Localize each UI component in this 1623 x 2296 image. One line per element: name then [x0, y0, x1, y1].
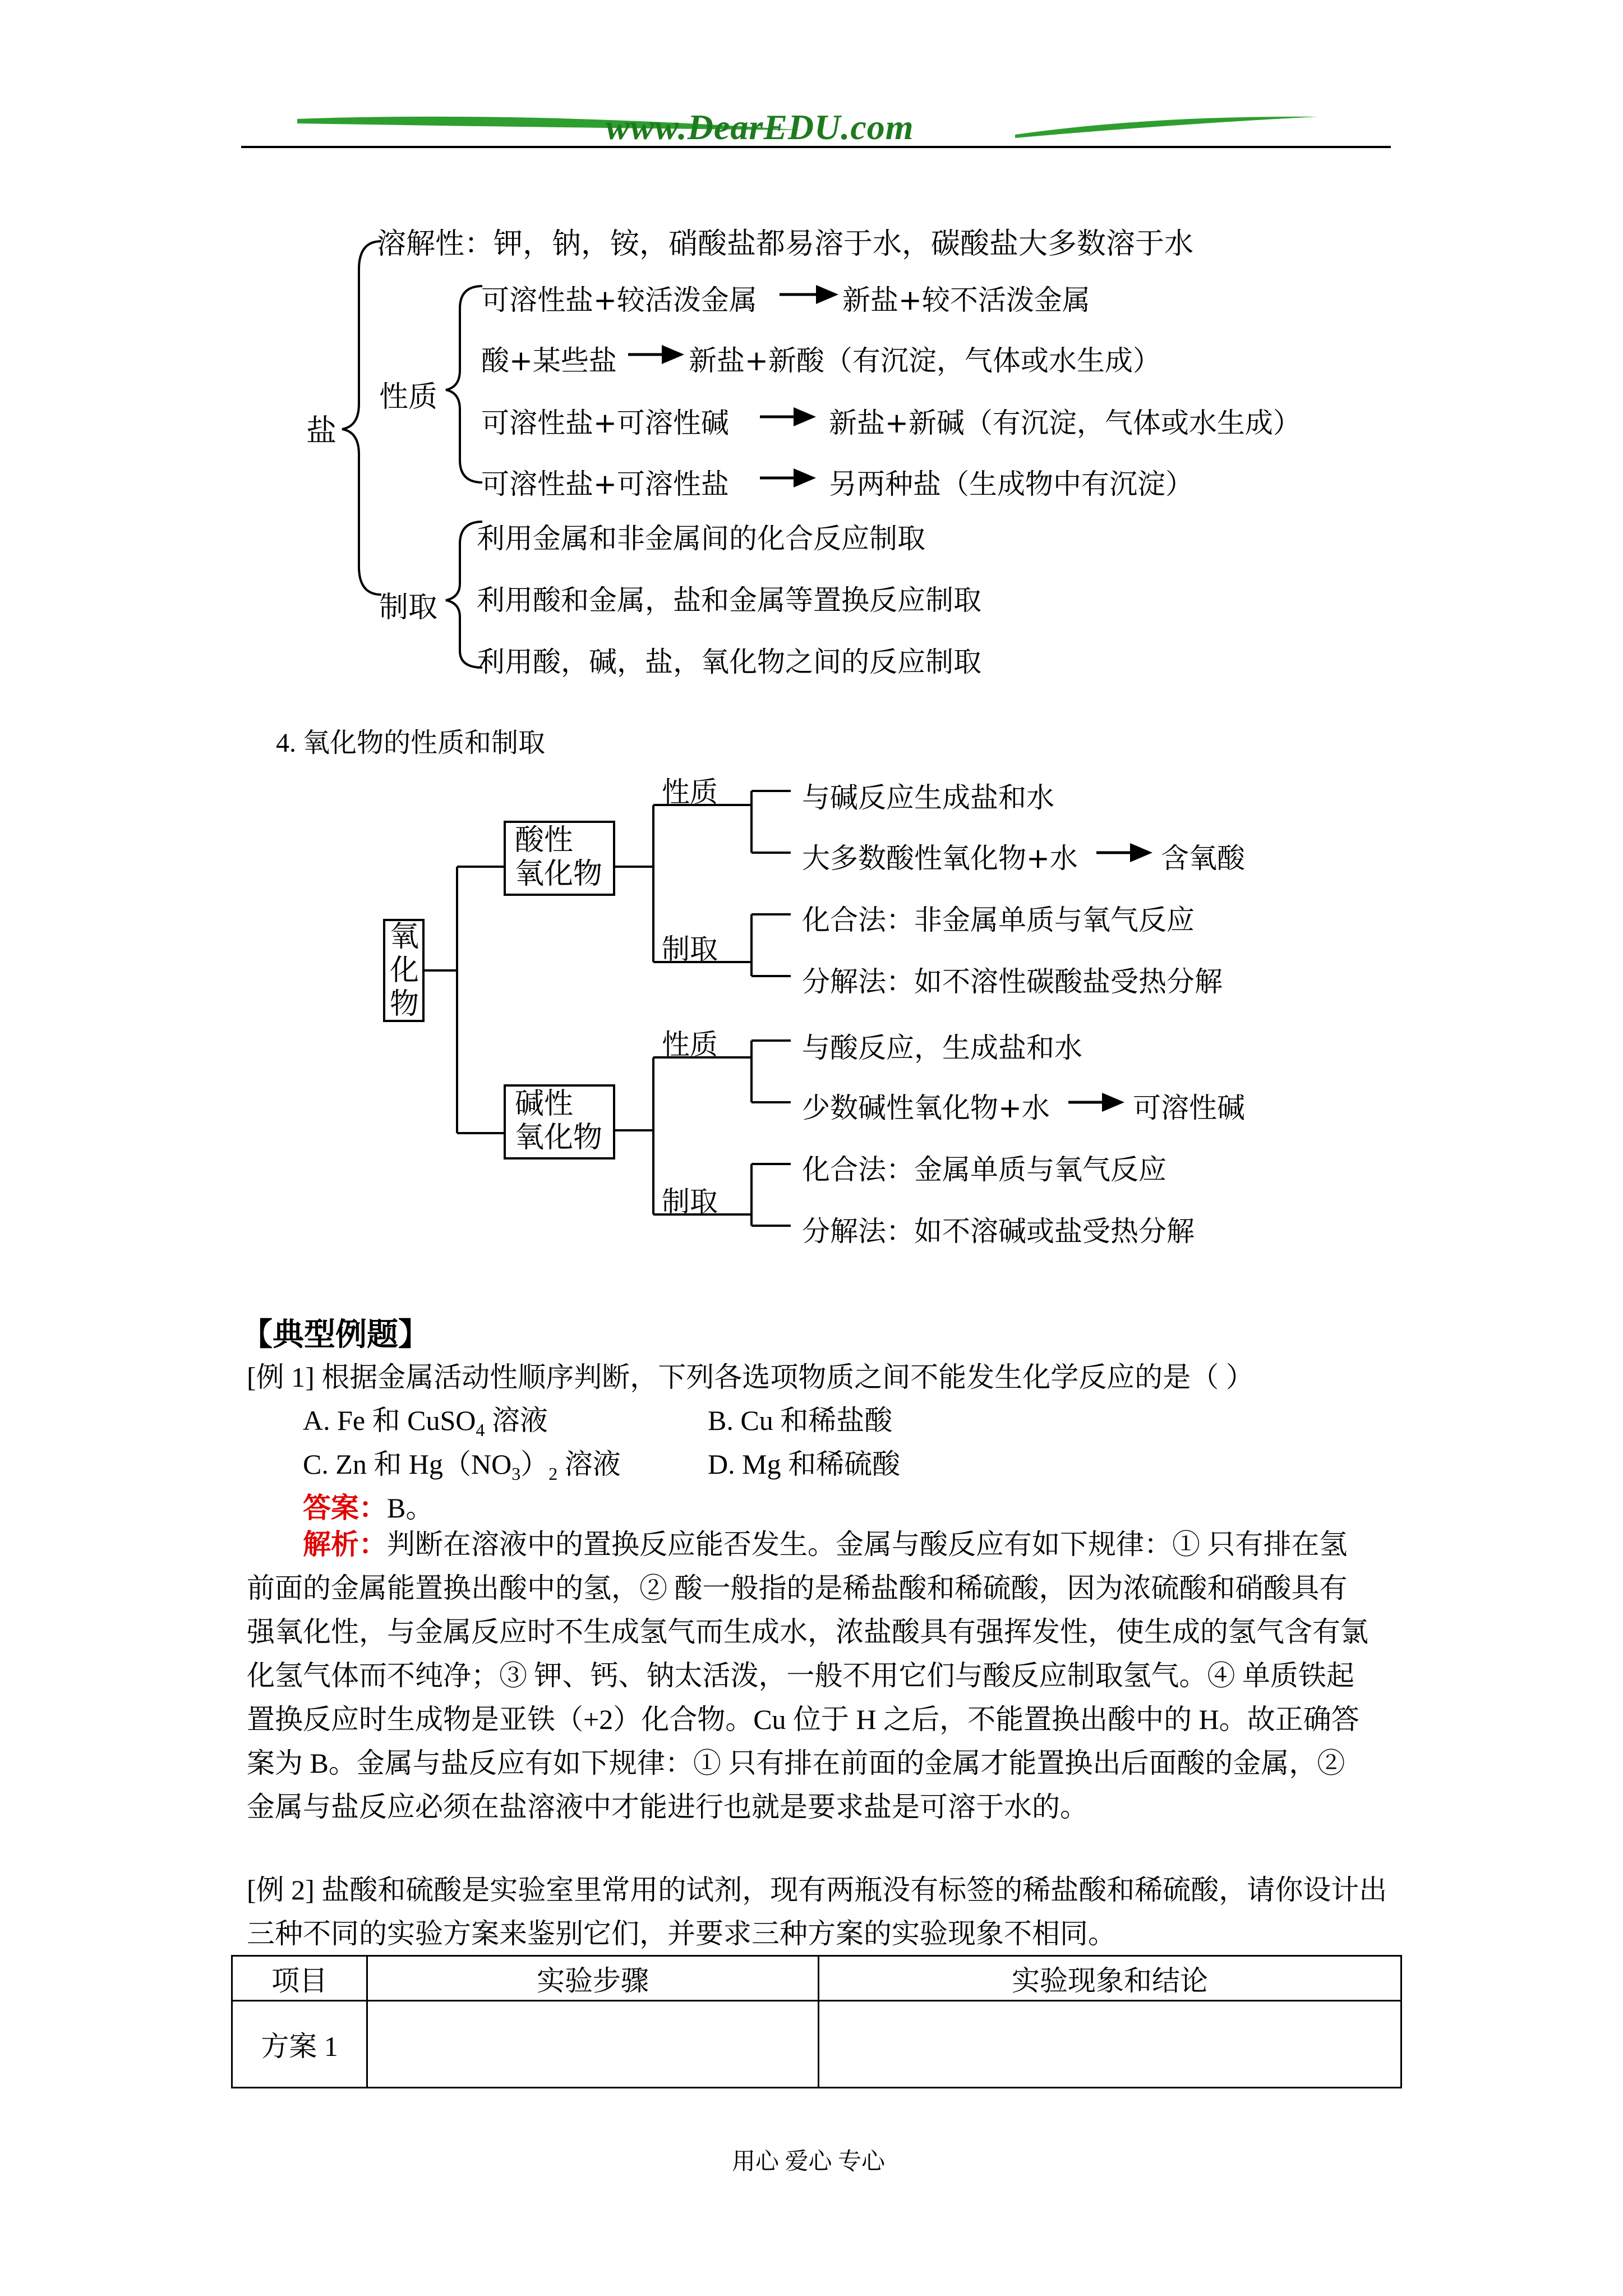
section-4-title: 4. 氧化物的性质和制取 [276, 728, 546, 758]
basic-prep-1: 化合法：金属单质与氧气反应 [802, 1153, 1166, 1186]
salt-prop-4-right: 另两种盐（生成物中有沉淀） [829, 468, 1193, 500]
acidic-prop-arrow-left: 大多数酸性氧化物+水 [802, 842, 1078, 875]
basic-properties-label: 性质 [662, 1028, 718, 1061]
examples-heading: 【典型例题】 [241, 1318, 430, 1352]
example-2-table [231, 1955, 1402, 2088]
acidic-properties-label: 性质 [662, 776, 718, 808]
table-header-row [232, 1956, 1401, 2001]
oxide-root-label: 氧 化 物 [389, 920, 419, 1021]
acidic-prop-1: 与碱反应生成盐和水 [802, 781, 1054, 814]
table-header-item: 项目 [232, 1956, 367, 2001]
basic-oxide-label: 碱性 氧化物 [515, 1087, 603, 1154]
basic-prep-2: 分解法：如不溶碱或盐受热分解 [802, 1215, 1195, 1248]
table-row [232, 2001, 1401, 2088]
example-1-option-a: A. Fe 和 CuSO$_4$ 溶液 [303, 1405, 548, 1440]
acidic-oxide-label: 酸性 氧化物 [515, 823, 603, 891]
example-1-analysis: 解析：判断在溶液中的置换反应能否发生。金属与酸反应有如下规律：① 只有排在氢 前面的金属能置换出酸中的氢，② 酸一般指的是稀盐酸和稀硫酸，因为浓硫酸和硝酸具有 强氧化性，与金属反应时不生成氢气而生成水，浓盐酸具有强挥发性，使生成的氢气含有氯 化氢气体而不纯净；③ 钾、钙、钠太活泼，一般不用它们与酸反应制取氢气。④ 单质铁起 置换反应时生成物是亚铁（+2）化合物。Cu 位于 H 之后，不能置换出酸中的 H。故正确答 案为 B。金属与盐反应有如下规律：① 只有排在前面的金属才能置换出后面酸的金属，② 金属与盐反应必须在盐溶液中才能进行也就是要求盐是可溶于水的。 [247, 1529, 1368, 1823]
example-1-question: [例 1] 根据金属活动性顺序判断，下列各选项物质之间不能发生化学反应的是（ ） [247, 1361, 1254, 1393]
salt-prep-2: 利用酸和金属，盐和金属等置换反应制取 [477, 584, 981, 616]
basic-preparation-label: 制取 [662, 1185, 718, 1218]
salt-prop-3-left: 可溶性盐+可溶性碱 [481, 407, 729, 439]
oxide-acidic-arrow [1096, 843, 1152, 862]
example-1-option-d: D. Mg 和稀硫酸 [708, 1448, 901, 1480]
table-cell-steps [367, 2001, 819, 2088]
salt-prop-1-left: 可溶性盐+较活泼金属 [481, 284, 757, 316]
table-header-result: 实验现象和结论 [819, 1956, 1401, 2001]
salt-properties-label: 性质 [379, 380, 438, 414]
acidic-preparation-label: 制取 [662, 933, 718, 965]
oxide-basic-arrow [1068, 1093, 1124, 1112]
example-1-option-c: C. Zn 和 $Hg(NO_3)_2$ 溶液 [303, 1448, 621, 1484]
table-header-steps: 实验步骤 [367, 1956, 819, 2001]
salt-prop-1-right: 新盐+较不活泼金属 [842, 284, 1090, 316]
salt-solubility: 溶解性：钾，钠，铵，硝酸盐都易溶于水，碳酸盐大多数溶于水 [377, 227, 1194, 261]
salt-prop-2-right: 新盐+新酸（有沉淀，气体或水生成） [689, 344, 1161, 377]
salt-prep-3: 利用酸，碱，盐，氧化物之间的反应制取 [477, 646, 981, 678]
acidic-prep-2: 分解法：如不溶性碳酸盐受热分解 [802, 965, 1223, 998]
example-1-answer: 答案：B。 [303, 1492, 434, 1524]
example-2-question: [例 2] 盐酸和硫酸是实验室里常用的试剂，现有两瓶没有标签的稀盐酸和稀硫酸，请你设计出 三种不同的实验方案来鉴别它们，并要求三种方案的实验现象不相同。 [247, 1874, 1387, 1949]
basic-prop-arrow-left: 少数碱性氧化物+水 [802, 1092, 1050, 1124]
page-footer: 用心 爱心 专心 [732, 2149, 886, 2175]
salt-prop-2-left: 酸+某些盐 [481, 344, 617, 377]
example-1-option-b: B. Cu 和稀盐酸 [708, 1405, 893, 1436]
salt-prep-1: 利用金属和非金属间的化合反应制取 [477, 522, 925, 555]
salt-preparation-label: 制取 [379, 591, 438, 624]
acidic-prep-1: 化合法：非金属单质与氧气反应 [802, 904, 1195, 936]
table-cell-result [819, 2001, 1401, 2088]
acidic-prop-arrow-right: 含氧酸 [1161, 842, 1245, 875]
table-cell-plan: 方案 1 [232, 2001, 367, 2088]
basic-prop-arrow-right: 可溶性碱 [1133, 1092, 1245, 1124]
salt-prop-4-left: 可溶性盐+可溶性盐 [481, 468, 729, 500]
header-logo-text: www.DearEDU.com [606, 107, 914, 147]
salt-prop-3-right: 新盐+新碱（有沉淀，气体或水生成） [829, 407, 1301, 439]
basic-prop-1: 与酸反应，生成盐和水 [802, 1032, 1082, 1064]
salt-root-label: 盐 [306, 413, 336, 448]
